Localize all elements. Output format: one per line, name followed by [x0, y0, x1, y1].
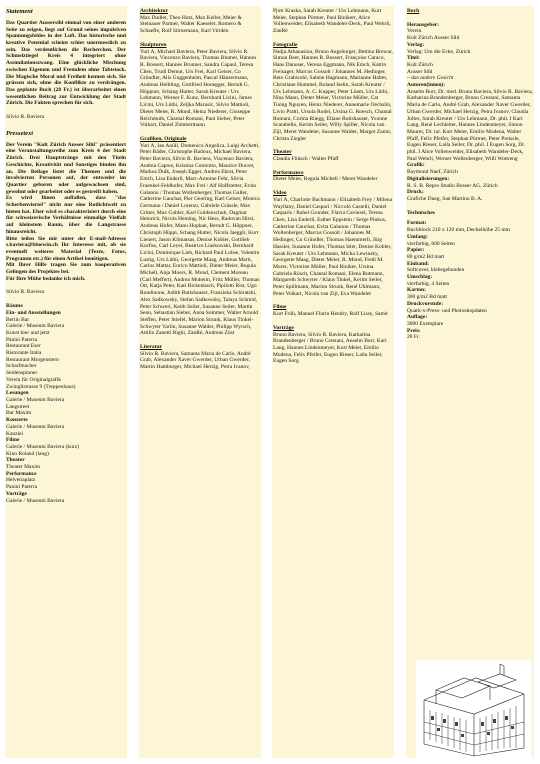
grafik-heading: Grafiken, Originale: [140, 135, 187, 142]
venue-item: Panini Paterra: [6, 484, 38, 491]
technisch-heading: Technisches: [407, 209, 435, 216]
video-list: Yuri A, Charlotte Bachmann / Elizabeth Frey / Milena Wayllany, Daniel Caspari / Niccolò Castelli, Daniel Casparis / Rahel Grunder, Flavia Caviezel, Teresa Chen, Lisa Enderli, Esther Eppstein / Serge Pinkus, Catherine Gauchat, Evita Galanou / Thomas Wollenberger, Marcus Gossolt / Johannes M. Hedinger, Co Gründler, Thomas Haemmerli, Jürg Hassler, Susanne Hofer, Thomas Isler, Denise Kobler, Sarah Kreuter / Urs Lehmann, Micha Lewinsky, Georgette Maag, Dieter Meier, R. Mond, Fredi M. Murer, Victorine Müller, Paul Riniker, Ursina Gabriela Rösch, Chantal Romani, Elena Rutmann, Margareth Schwyter / Klaus Tinkel, Kerim Seiler, Peter Spillmann, Marion Strunk, René Uhlmann, Peter Volkart, Nicola van Zijl, Eva Wandeler: [273, 196, 392, 297]
buch-heading: Buch: [407, 8, 420, 14]
venue-item: Restaurant Morgenstern: [6, 356, 59, 363]
umfang-value: vierfarbig, 600 Seiten: [407, 240, 455, 247]
titel-1: Kult Zürich: [407, 61, 433, 68]
herausgeber-2: Kult Zürich Ausser Sihl: [407, 35, 460, 42]
einband-value: Softcover, klebegebunden: [407, 267, 465, 274]
literatur-list: Silvio R. Baviera, Samanta Maria de Carlo, André Grab, Alexander Xaver Gwerder, Urban Gwerder, Martin Hamburger, Michael Herzig, Petra Ivanov,: [140, 350, 251, 371]
literatur-heading: Literatur: [140, 344, 162, 351]
theater-heading: Theater: [273, 149, 292, 156]
grafik-label: Grafik:: [407, 162, 425, 169]
autoren-label: Autoren(innen):: [407, 82, 446, 89]
preis-label: Preis:: [407, 327, 421, 334]
column-media: [272, 6, 394, 758]
venue-item: Restaurant Eser: [6, 343, 41, 350]
venue-item: Helvetiaplatz: [6, 477, 36, 484]
einband-label: Einband:: [407, 260, 430, 267]
presse-text-5: Für Ihre Mühe bedanke ich mich.: [6, 275, 86, 282]
statement-text: Das Quartier Aussersihl einmal von einer anderen Seite zu zeigen, liegt auf Grund seines impulsiven Spannungsfeldes in der Luft. Das historische und kreative Potential scheint schier unermesslich zu sein. Das verdeutlichen die Recherchen. Der Schmelztiegel Kreis 4 integriert ohne Assimilationszwang. Eine glückliche Mischung zwischen Eigenem und Fremdem ohne Tabtstock. Die Magische Moral und Freiheit kennen sich. Sie grüssen sich, ohne die Konflikte zu verdrängen. Das geplante Buch (28 Fr.) ist überarbeitet einen wesentlichen Beitrag zur Entwicklung der Stadt Zürich. Die Fakten sprechen für sich.: [6, 19, 126, 107]
venue-item: Galerie / Museum Baviera: [6, 323, 65, 330]
venue-item: Galerie / Museum Baviera: [6, 423, 65, 430]
venue-category: Theater: [6, 457, 25, 464]
venue-item: Kanzlei: [6, 430, 24, 437]
auflage-value: 3000 Exemplare: [407, 320, 444, 327]
venue-list: [5, 303, 127, 504]
titel-2: Ausser Sihl: [407, 68, 433, 75]
venue-item: Bar Maxim: [6, 410, 32, 417]
statement-heading: Statement: [6, 8, 33, 15]
format-label: Format:: [407, 220, 427, 227]
performance-list: Dieter Meier, Regula Michell / Meret Wandeler: [273, 176, 378, 183]
titel-3: – das andere Gesicht: [407, 75, 454, 82]
filme-list: Kurt Früh, Manuel Flurin Hendry, Rolf Lissy, Samir: [273, 311, 389, 318]
umschlag-label: Umschlag:: [407, 274, 433, 281]
herausgeber-1: Verein: [407, 28, 422, 35]
literatur-continued: Pjotr Kraska, Sarah Kreuter / Urs Lehmann, Kurt Meier, Stephan Pörtner, Paul Rinikerr, Alice Vollenweider, Elisabeth Wandeler-Deck, Paul Wehrli, ZanRé: [273, 8, 391, 35]
building-sketch-illustration: [416, 660, 531, 758]
verlag-value: Verlag: Um die Ecke, Zürich: [407, 48, 471, 55]
venue-category: Vorträge: [6, 490, 27, 497]
format-value: Buchblock 210 x 120 mm, Deckelhöhe 25 mm: [407, 227, 510, 234]
karton-label: Karton:: [407, 287, 426, 294]
filme-heading: Filme: [273, 304, 287, 311]
karton-value: 300 g/m2 Bd matt: [407, 294, 447, 301]
venue-category: Lesungen: [6, 390, 29, 397]
venue-item: Theater Maxim: [6, 464, 41, 471]
video-heading: Video: [273, 190, 287, 197]
herausgeber-label: Herausgeber:: [407, 21, 440, 28]
presse-signature: Silvio R. Baviera: [6, 289, 45, 296]
venue-item: Kino Roland (lang): [6, 450, 49, 457]
venue-item: Berlin Bar: [6, 316, 30, 323]
grafik-list: Yuri A, Ian Anüll, Domenico Angelica, Luigi Archetti, Peter Bäder, Christophe Badoux, Michael Baviera, Peter Baviera, Silvio R. Baviera, Vincenzo Baviera, Andrea Caprez, Kristina Comiotto, Maurice Ducret, Markus Dulk, Joseph Egger, Andrea Ehrat, Peter Emch, Lisa Enderli, Marc-Antoine Fehr, Silvia Fraenkel-Feldhofer, Max Frei / Alf Hoffstetter, Evita Galanou / Thomas Wollenberger, Thomas Galler, Catherine Gauchat, Pier Georing, Karl Geiser, Monica Germann / Daniel Lorenzi, Gabriele Grässle, Max Grüter, Max Gubler, Karl Guldenschuh, Dagmar Heinrich, Nicola Heming, Nic Hess, Radovan Hirsl, Andreas Hofer, Manu Hophan, Berndt G. Höppner, Christoph Hüppi, Schang Hutter, Nicola Jaeggli, Kurt Lienert, Jason Klimatsas, Denise Kobler, Gottlieb Kurfiss, Carl Leyel, Beatrice Liaskowski, Bernhard Licini, Dominique Lieb, Richard Paul Lohse, Valentin Lustig, Urs Lüthi, Georgette Maag, Andreas Marti, Carlos Mattar, Enrico Mattioli, Dieter Meier, Regula Michell, Anja Moers, R. Mond, Clement Moreau (Carl Meffert), Andrea Muheim, Fritz Müller, Thomas Ott, Katja Peter, Kati Rickenbach, Pipilotti Rist, Ugo Rondinone, Judith Rutishauser, Franziska Schiratzki, Alex Sadkowsky, Stefan Sadkowsky, Talaya Schmid, Peter Schweri, Keith Seiler, Susanne Seiler, Martin Senn, Sebastian Sieber, Anna Sommer, Walter Arnold Steffen, Peter Stiefel, Marion Strunk, Klaus Tinkel-Schwyter Varlin, Susanne Walder, Philipp Wyrsch, Attilio Zanetti Righi, ZanRé, Andreas Züst: [140, 142, 260, 337]
vortraege-heading: Vorträge: [273, 324, 294, 331]
venue-category: Ein- und Ausstellungen: [6, 309, 61, 316]
venue-item: Panini Paterra: [6, 336, 38, 343]
umschlag-value: vierfarbig, 4 Seiten: [407, 280, 450, 287]
venue-category: Filme: [6, 437, 20, 444]
vortraege-list: Bruno Baviera, Silvio R. Baviera, Katharina Brandenberger / Bruno Crestani, Anselm Burr, Karl Lang, Hannes Lindenmeyer, Kurt Meier, Emilio Modena, Felix Pfeifer, Eugen Rieser, Laila Seiler, Eugen Sorg: [273, 331, 387, 365]
architektur-list: Max Dudler, Theo Hotz, Max Keller, Meier & Steinauer Partner, Walter Kaeseler, Romero & Schaefle, Rolf Stirnemann, Karl Viridén: [140, 14, 242, 35]
venue-item: Ristorante Italia: [6, 350, 42, 357]
druckvorstufe-label: Druckvorstufe:: [407, 300, 444, 307]
skulpturen-list: Yuri A, Michael Baviera, Peter Baviera, Silvio R. Baviera, Vincenzo Baviera, Thomas Blumer, Hannes R. Bossert, Hannes Brunner, Sandra Capaul, Teresa Chen, Trudi Demut, Urs Frei, Karl Geiser, Co Gründler, Alis Guggenheim, Pascal Häusermann, Andreas Helbling, Gottfried Honegger, Berndt G. Höppner, Schang Hutter, Sarah Kreuter / Urs Lehmann, Werner F. Kunz, Bernhard Licini, James Licini, Urs Lüthi, Zeljka Marusic, Silvio Mattioli, Dieter Meier, R. Mond, Heinz Niederer, Giuseppe Reichmuth, Chantal Romani, Paul Sieber, Peter Volkart, Daniel Zimmermann: [140, 48, 257, 129]
druck-value: Grafiche Dueg, San Martino B. A.: [407, 195, 483, 202]
presse-text-2: Es wird Ihnen auffallen, dass "das Scherbenviertel" nicht nur eine Rotlichtwelt zu bieten hat. Eher wird es charakterisiert durch eine für schweizerische Verhältnisse einmalige Vielfalt auf kleinstem Raum, über die Langstrasse hinausreicht.: [6, 195, 126, 235]
druckvorstufe-value: Quark-x-Press- und Photoshopdaten: [407, 307, 487, 314]
presse-heading: Pressetext: [6, 129, 34, 137]
venue-category: Konzerte: [6, 417, 28, 424]
fotografie-heading: Fotografie: [273, 41, 298, 48]
theater-list: Claudia Flütsch / Walter Pfaff: [273, 156, 339, 163]
presse-text-1: Der Verein "Kult Zürich Ausser Sihl" präsentiert eine Veranstaltungsreihe zum Kreis 4 der Stadt Zürich. Drei Hauptstränge mit den Titeln Geschichte, Kreativität und Sonstiges binden ihn an. Die Beilage listet die Themen und die involvierten Personen auf, der entweder im Quartier geboren oder aufgewachsen sind, gewohnt oder gearbeitet oder es gestreift haben.: [6, 141, 126, 195]
column-statement: [5, 6, 127, 758]
venue-item: Kunst hier und jetzt: [6, 329, 50, 336]
skulpturen-heading: Skulpturen: [140, 41, 167, 48]
preis-value: 28 Fr.: [407, 334, 420, 341]
fotografie-list: Nadja Athanasiou, Bruno Augsburger, Bettina Brewar, Simon Beer, Hannes R. Bossert, Françoise Caraco, Hans Danuser, Verena Eggmann, Nik Emch, Katrin Freisager, Marcus Gossolt / Johannes M. Hedinger, Reto Grahwohl, Sabine Hagmann, Marianne Halter, Christiane Hummel, Roland Iselin, Sarah Kreuter / Urs Lehmann, A. C. Kupper, Peter Lüem, Urs Lüthi, Nina Mann, Dieter Meier, Victorine Müller, Cat Tuong Nguyen, Heinz Niederer, Annemarie Oechslin, Livio Pratti, Ursula Rodel, Ursina G. Roesch, Chantal Romani, Corina Rüegg, Eliane Rutishauser, Yvonne Scarabello, Kerim Seiler, Willy Spiller, Nicola van Zijl, Meret Wandeler, Susanne Walder, Margot Zanni, Christa Ziegler: [273, 48, 393, 142]
titel-label: Titel:: [407, 55, 420, 62]
statement-signature: Silvio R. Baviera: [6, 114, 45, 121]
venue-item: Zwinglistrasse 9 (Treppenhaus): [6, 383, 76, 390]
digital-value: R. S. B. Repro Studio Bosser AG, Zürich: [407, 182, 498, 189]
papier-value: 80 g/m2 Bd matt: [407, 253, 445, 260]
presse-text-4: Mit Ihrer Hilfe tragen Sie zum kooperativen Gelingen des Projektes bei.: [6, 262, 126, 276]
druck-label: Druck:: [407, 189, 424, 196]
presse-text-3: Bitte teilen Sie mir unter der E-mail-Adresse s.baviera@bluewin.ch Ihr Interesse mit, ob sie eventuell weiteres Material (Texte, Fotos, Programm etc.) für einen Artikel benötigen.: [6, 235, 126, 262]
auflage-label: Auflage:: [407, 314, 428, 321]
column-artists: [139, 6, 261, 758]
venue-category: Räume: [6, 303, 23, 310]
venue-item: Scharfmacher: [6, 363, 37, 370]
papier-label: Papier:: [407, 247, 425, 254]
performance-heading: Performance: [273, 169, 304, 176]
architektur-heading: Architektur: [140, 8, 169, 14]
venue-item: Verein für Originalgrafik: [6, 376, 61, 383]
verlag-label: Verlag:: [407, 41, 425, 48]
venue-item: Seidenspinner: [6, 370, 38, 377]
venue-item: Galerie / Museum Baviera (kurz): [6, 443, 79, 450]
column-book: [406, 6, 534, 758]
venue-item: Langstreet: [6, 403, 30, 410]
venue-item: Galerie / Museum Baviera: [6, 397, 65, 403]
digital-label: Digitalisierungen:: [407, 175, 450, 182]
venue-item: Galerie / Museum Baviera: [6, 497, 65, 504]
grafik-value: Raymond Naef, Zürich: [407, 169, 458, 176]
autoren-list: Anselm Burr, Dr. med. Bruno Baviera, Silvio R. Baviera, Katharina Brandenberger, Bruno Crestani, Samanta Maria de Carlo, André Grab, Alexander Xaver Gwerder, Urban Gwerder, Michael Herzig, Petra Ivanov, Claudia Jolles, Sarah Kreuter / Urs Lehmann, Dr. phil. I Karl Lang, René Lechleiter, Hannes Lindenmeyer, Simon Maurer, Dr. iur. Kurt Meier, Emilio Modena, Walter Pfaff, Felix Pfeifer, Stephan Pörtner, Peter Preissle, Eugen Rieser, Laila Seiler, Dr. phil. I Eugen Sorg, Dr. phil. I Alice Vollenweider, Elisabeth Wandeler-Deck, Paul Wehrli, Werner Wollenberger, Willi Wottreng: [407, 88, 533, 162]
venue-category: Performance: [6, 470, 37, 477]
umfang-label: Umfang:: [407, 233, 428, 240]
